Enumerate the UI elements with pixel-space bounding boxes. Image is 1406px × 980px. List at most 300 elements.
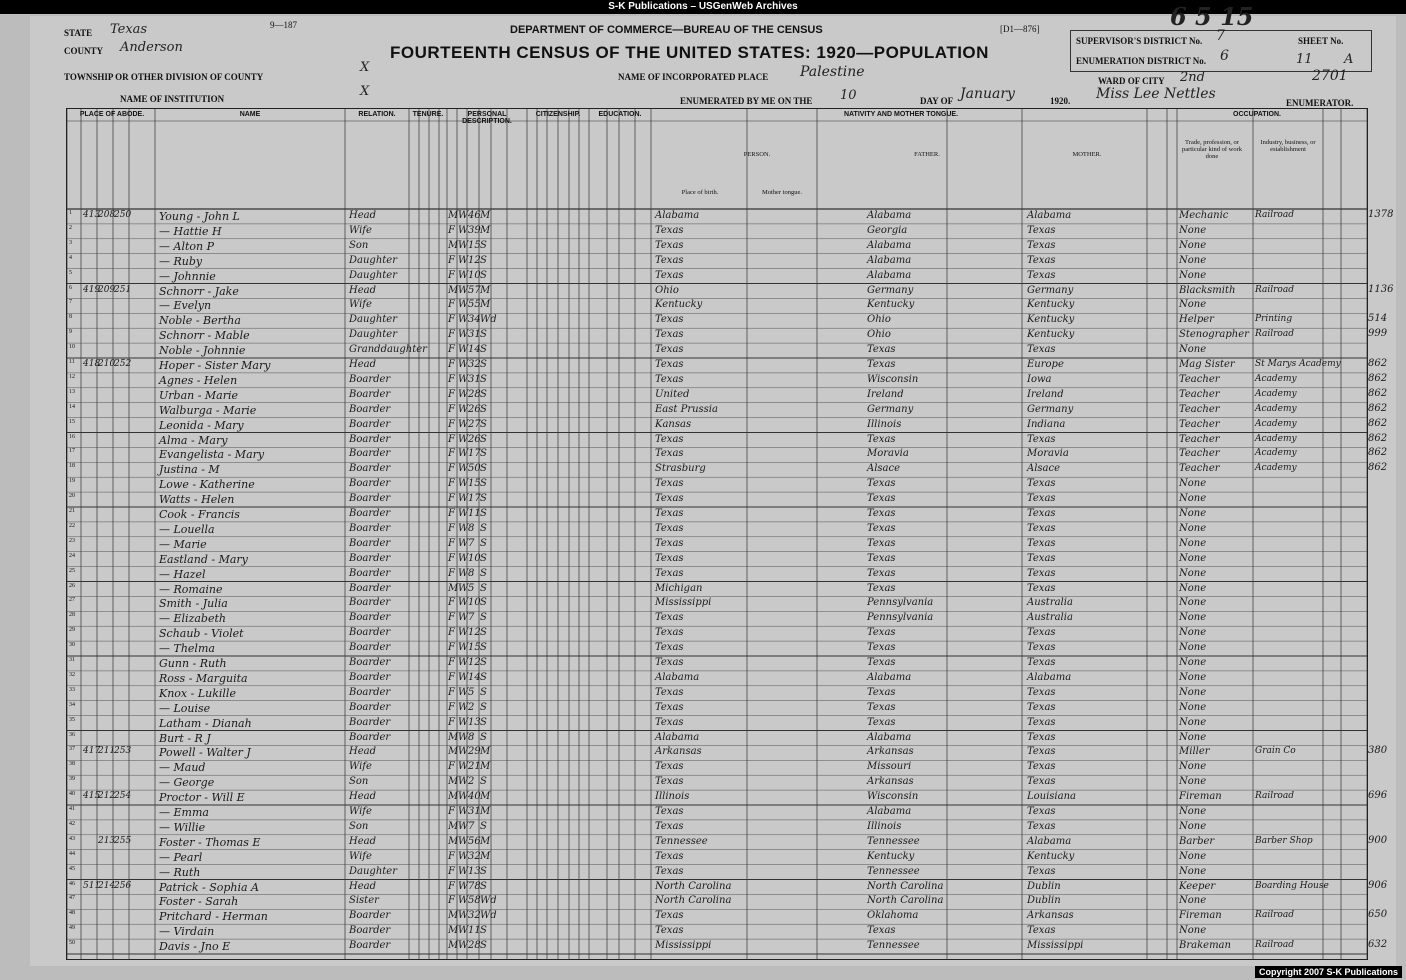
age: 56 [468,835,481,847]
sex: F [448,895,455,907]
marital-status: S [480,627,487,639]
father-birthplace: Kentucky [867,299,915,311]
marital-status: S [480,522,487,534]
occupation: None [1179,597,1207,609]
sex: F [448,403,455,415]
mother-birthplace: Australia [1027,597,1073,609]
father-birthplace: Texas [867,582,896,594]
marital-status: S [480,269,487,281]
race: W [458,686,469,698]
census-title: FOURTEENTH CENSUS OF THE UNITED STATES: 1920—POPULATION [390,43,989,62]
race: W [458,478,469,490]
row-number: 25 [69,567,75,574]
marital-status: S [480,925,487,937]
person-name: — Willie [159,820,206,834]
person-name: Patrick - Sophia A [159,880,259,894]
sex: F [448,224,455,236]
row-number: 7 [69,299,72,306]
father-birthplace: Texas [867,686,896,698]
marital-status: S [480,388,487,400]
age: 78 [468,880,481,892]
birthplace: Alabama [655,671,700,683]
margin-code: 632 [1368,939,1388,951]
relation: Son [349,776,369,788]
row-number: 21 [69,508,75,514]
marital-status: S [480,344,487,356]
birthplace: Texas [655,820,684,832]
mother-birthplace: Dublin [1027,880,1061,892]
age: 31 [468,329,481,341]
marital-status: S [480,731,487,743]
age: 32 [468,910,481,922]
race: W [458,224,469,236]
margin-code: 862 [1368,372,1388,384]
row-number: 12 [69,373,75,380]
industry: Railroad [1255,791,1294,802]
industry: Academy [1255,373,1297,384]
father-birthplace: Wisconsin [867,791,919,803]
mother-birthplace: Texas [1027,552,1056,564]
mother-birthplace: Arkansas [1027,910,1074,922]
age: 2 [468,776,475,788]
birthplace: Kansas [655,418,692,430]
father-birthplace: Moravia [867,448,909,460]
occupation: None [1179,686,1207,698]
house-number: 417 [83,746,101,757]
person-name: Burt - R J [159,731,211,745]
ward-label: WARD OF CITY [1098,76,1165,86]
mother-birthplace: Germany [1027,403,1074,415]
age: 7 [468,537,475,549]
sex: M [448,820,459,832]
marital-status: Wd [480,910,497,922]
person-name: Young - John L [159,210,240,223]
father-birthplace: Alabama [867,269,912,281]
industry: Printing [1255,314,1293,325]
department-title: DEPARTMENT OF COMMERCE—BUREAU OF THE CENSUS [510,24,823,36]
row-number: 43 [69,835,75,842]
race: W [458,254,469,266]
occupation: Teacher [1179,388,1220,400]
race: W [458,806,469,817]
dwelling-number: 211 [98,746,116,757]
person-name: Eastland - Mary [159,552,248,566]
occupation: None [1179,299,1207,311]
race: W [458,210,469,221]
age: 5 [468,582,475,594]
row-number: 35 [69,716,75,723]
father-birthplace: Alabama [867,671,912,683]
race: W [458,940,469,952]
marital-status: S [480,239,487,251]
mother-birthplace: Kentucky [1027,329,1075,341]
relation: Boarder [349,567,391,579]
birthplace: North Carolina [655,895,732,907]
age: 17 [468,493,481,505]
relation: Boarder [349,418,391,430]
family-number: 254 [114,791,132,802]
relation: Boarder [349,508,391,519]
marital-status: M [480,224,491,236]
row-number: 18 [69,463,75,470]
relation: Head [349,880,377,892]
row-number: 13 [69,388,75,395]
margin-code: 862 [1368,462,1388,474]
relation: Boarder [349,627,391,639]
birthplace: Texas [655,329,684,341]
subhead-person: PERSON. [743,151,771,158]
sex: F [448,880,455,892]
age: 57 [468,284,481,296]
sheet-letter: A [1344,52,1354,67]
occupation: Stenographer [1179,329,1249,341]
enumerator-name: Miss Lee Nettles [1096,86,1216,102]
birthplace: Texas [655,642,684,654]
person-name: — Pearl [159,850,203,864]
birthplace: Texas [655,373,684,385]
father-birthplace: Tennessee [867,835,920,847]
relation: Boarder [349,940,391,952]
father-birthplace: Arkansas [867,746,914,758]
occupation: None [1179,716,1207,728]
person-name: Schaub - Violet [159,627,244,641]
margin-code: 650 [1368,909,1388,921]
row-number: 9 [69,329,72,336]
age: 27 [468,418,481,430]
margin-code: 862 [1368,447,1388,459]
birthplace: Texas [655,254,684,266]
race: W [458,373,469,385]
race: W [458,791,469,803]
birthplace: Texas [655,478,684,490]
marital-status: S [480,537,487,549]
person-name: Noble - Johnnie [159,344,246,358]
institution-label: NAME OF INSTITUTION [120,94,225,104]
father-birthplace: Texas [867,567,896,579]
year-label: 1920. [1050,96,1071,106]
birthplace: Texas [655,657,684,668]
relation: Granddaughter [349,344,427,356]
relation: Boarder [349,701,391,713]
person-name: — Hattie H [159,224,222,238]
mother-birthplace: Texas [1027,716,1056,728]
sex: F [448,537,455,549]
industry: Railroad [1255,329,1294,340]
margin-code: 862 [1368,432,1388,444]
row-number: 19 [69,478,75,485]
person-name: Ross - Marguita [159,671,248,685]
person-name: — Romaine [159,582,223,596]
industry: Barber Shop [1255,835,1313,846]
birthplace: Texas [655,224,684,236]
row-number: 2 [69,224,72,231]
race: W [458,701,469,713]
person-name: — Thelma [159,642,215,656]
race: W [458,880,469,892]
occupation: None [1179,627,1207,639]
family-number: 255 [114,835,132,846]
age: 10 [468,552,481,564]
occupation: None [1179,657,1207,668]
relation: Boarder [349,478,391,490]
race: W [458,537,469,549]
industry: Academy [1255,388,1297,399]
row-number: 1 [69,210,72,216]
mother-birthplace: Alabama [1027,835,1072,847]
dwelling-number: 210 [98,359,116,369]
race: W [458,925,469,937]
person-name: — Hazel [159,567,206,581]
birthplace: Texas [655,612,684,624]
row-number: 26 [69,582,75,589]
race: W [458,761,469,773]
occupation: Mechanic [1179,210,1229,221]
occupation: Fireman [1179,791,1222,803]
person-name: Latham - Dianah [159,716,252,730]
sex: F [448,478,455,490]
industry: Railroad [1255,940,1294,951]
relation: Daughter [349,254,397,266]
occupation: None [1179,895,1207,907]
margin-code: 1378 [1368,209,1394,220]
race: W [458,329,469,341]
sex: F [448,850,455,862]
mother-birthplace: Texas [1027,820,1056,832]
industry: Academy [1255,448,1297,459]
industry: St Marys Academy [1255,359,1341,369]
age: 58 [468,895,481,907]
mother-birthplace: Texas [1027,746,1056,758]
sex: F [448,522,455,534]
dwelling-number: 209 [98,284,116,295]
relation: Wife [349,224,372,236]
subhead-industry: Industry, business, or establishment [1260,139,1316,153]
mother-birthplace: Moravia [1027,448,1069,460]
birthplace: Texas [655,910,684,922]
enum-district-value: 6 [1220,48,1229,64]
birthplace: Texas [655,344,684,356]
mother-birthplace: Texas [1027,478,1056,490]
father-birthplace: Texas [867,478,896,490]
industry: Academy [1255,463,1297,474]
father-birthplace: Texas [867,642,896,654]
sex: F [448,671,455,683]
row-number: 33 [69,686,75,693]
occupation: None [1179,254,1207,266]
father-birthplace: Georgia [867,224,908,236]
race: W [458,493,469,505]
age: 15 [468,239,481,251]
margin-code: 514 [1368,313,1388,325]
relation: Sister [349,895,379,907]
mother-birthplace: Texas [1027,731,1056,743]
occupation: None [1179,865,1207,877]
race: W [458,627,469,639]
sex: M [448,835,459,847]
mother-birthplace: Texas [1027,925,1056,937]
row-number: 8 [69,314,72,321]
row-number: 22 [69,522,75,529]
mother-birthplace: Texas [1027,537,1056,549]
occupation: None [1179,731,1207,743]
sex: M [448,582,459,594]
person-name: Lowe - Katherine [159,478,255,492]
race: W [458,299,469,311]
relation: Head [349,791,377,803]
mother-birthplace: Texas [1027,776,1056,788]
marital-status: S [480,567,487,579]
race: W [458,597,469,609]
age: 21 [468,761,481,773]
age: 11 [468,925,481,937]
father-birthplace: Missouri [867,761,912,773]
birthplace: North Carolina [655,880,732,892]
marital-status: S [480,433,487,445]
relation: Head [349,746,377,758]
occupation: Teacher [1179,403,1220,415]
race: W [458,582,469,594]
industry: Boarding House [1255,880,1329,891]
house-number: 418 [83,359,101,369]
birthplace: Illinois [655,791,690,803]
occupation: None [1179,522,1207,534]
age: 39 [468,224,481,236]
age: 13 [468,865,481,877]
race: W [458,463,469,475]
birthplace: Texas [655,508,684,519]
grid-lines [67,109,1367,959]
marital-status: M [480,761,491,773]
occupation: Teacher [1179,463,1220,475]
person-name: Watts - Helen [159,493,235,507]
mother-birthplace: Texas [1027,657,1056,668]
age: 14 [468,344,481,356]
person-name: Alma - Mary [159,433,228,447]
age: 8 [468,522,475,534]
row-number: 48 [69,910,75,917]
relation: Boarder [349,686,391,698]
person-name: — Ruby [159,254,203,268]
age: 28 [468,940,481,952]
row-number: 3 [69,239,72,246]
sex: F [448,716,455,728]
enum-district-label: ENUMERATION DISTRICT No. [1076,56,1206,66]
mother-birthplace: Germany [1027,284,1074,296]
marital-status: S [480,359,487,370]
relation: Boarder [349,388,391,400]
person-name: Schnorr - Mable [159,329,250,343]
mother-birthplace: Texas [1027,761,1056,773]
mother-birthplace: Texas [1027,508,1056,519]
birthplace: Texas [655,269,684,281]
mother-birthplace: Texas [1027,701,1056,713]
township-value: X [360,60,370,75]
subhead-mother: MOTHER. [1072,151,1102,158]
birthplace: Texas [655,239,684,251]
row-number: 37 [69,746,75,753]
relation: Wife [349,806,372,817]
father-birthplace: Pennsylvania [867,597,934,609]
marital-status: M [480,791,491,803]
race: W [458,671,469,683]
enumerator-label: ENUMERATOR. [1286,98,1354,108]
sex: F [448,761,455,773]
marital-status: S [480,686,487,698]
mother-birthplace: Mississippi [1027,940,1084,952]
person-name: Foster - Thomas E [159,835,261,849]
person-name: — George [159,776,215,790]
section-education: EDUCATION. [598,111,642,118]
row-number: 14 [69,403,75,410]
mother-birthplace: Texas [1027,344,1056,356]
race: W [458,433,469,445]
age: 34 [468,314,481,326]
row-number: 41 [69,806,75,812]
row-number: 10 [69,344,75,351]
father-birthplace: Texas [867,493,896,505]
race: W [458,776,469,788]
mother-birthplace: Texas [1027,493,1056,505]
county-value: Anderson [120,40,183,55]
relation: Boarder [349,612,391,624]
marital-status: M [480,746,491,758]
mother-birthplace: Texas [1027,254,1056,266]
occupation: None [1179,925,1207,937]
person-name: — Marie [159,537,207,551]
age: 7 [468,820,475,832]
occupation: Teacher [1179,448,1220,460]
father-birthplace: Texas [867,344,896,356]
age: 10 [468,597,481,609]
family-number: 250 [114,210,132,220]
section-tenure: TENURE. [412,111,444,118]
industry: Railroad [1255,910,1294,921]
occupation: None [1179,642,1207,654]
mother-birthplace: Alabama [1027,210,1072,221]
occupation: None [1179,701,1207,713]
row-number: 50 [69,940,75,947]
dwelling-number: 214 [98,880,116,891]
mother-birthplace: Kentucky [1027,314,1075,326]
birthplace: Texas [655,850,684,862]
sex: F [448,493,455,505]
race: W [458,344,469,356]
sex: M [448,940,459,952]
person-name: Pritchard - Herman [159,910,268,924]
person-name: Walburga - Marie [159,403,257,417]
relation: Son [349,820,369,832]
sheet-value: 11 [1296,52,1313,67]
supervisor-value: 7 [1216,28,1225,44]
subhead-trade: Trade, profession, or particular kind of work done [1181,139,1243,160]
birthplace: Strasburg [655,463,706,475]
person-name: — Johnnie [159,269,216,283]
mother-birthplace: Texas [1027,686,1056,698]
marital-status: S [480,448,487,460]
person-name: — Evelyn [159,299,212,313]
occupation: None [1179,344,1207,356]
occupation: Miller [1179,746,1210,758]
sheet-label: SHEET No. [1298,36,1344,46]
age: 17 [468,448,481,460]
birthplace: Texas [655,776,684,788]
race: W [458,284,469,296]
age: 31 [468,806,481,817]
race: W [458,448,469,460]
sex: F [448,463,455,475]
relation: Daughter [349,269,397,281]
sex: F [448,329,455,341]
